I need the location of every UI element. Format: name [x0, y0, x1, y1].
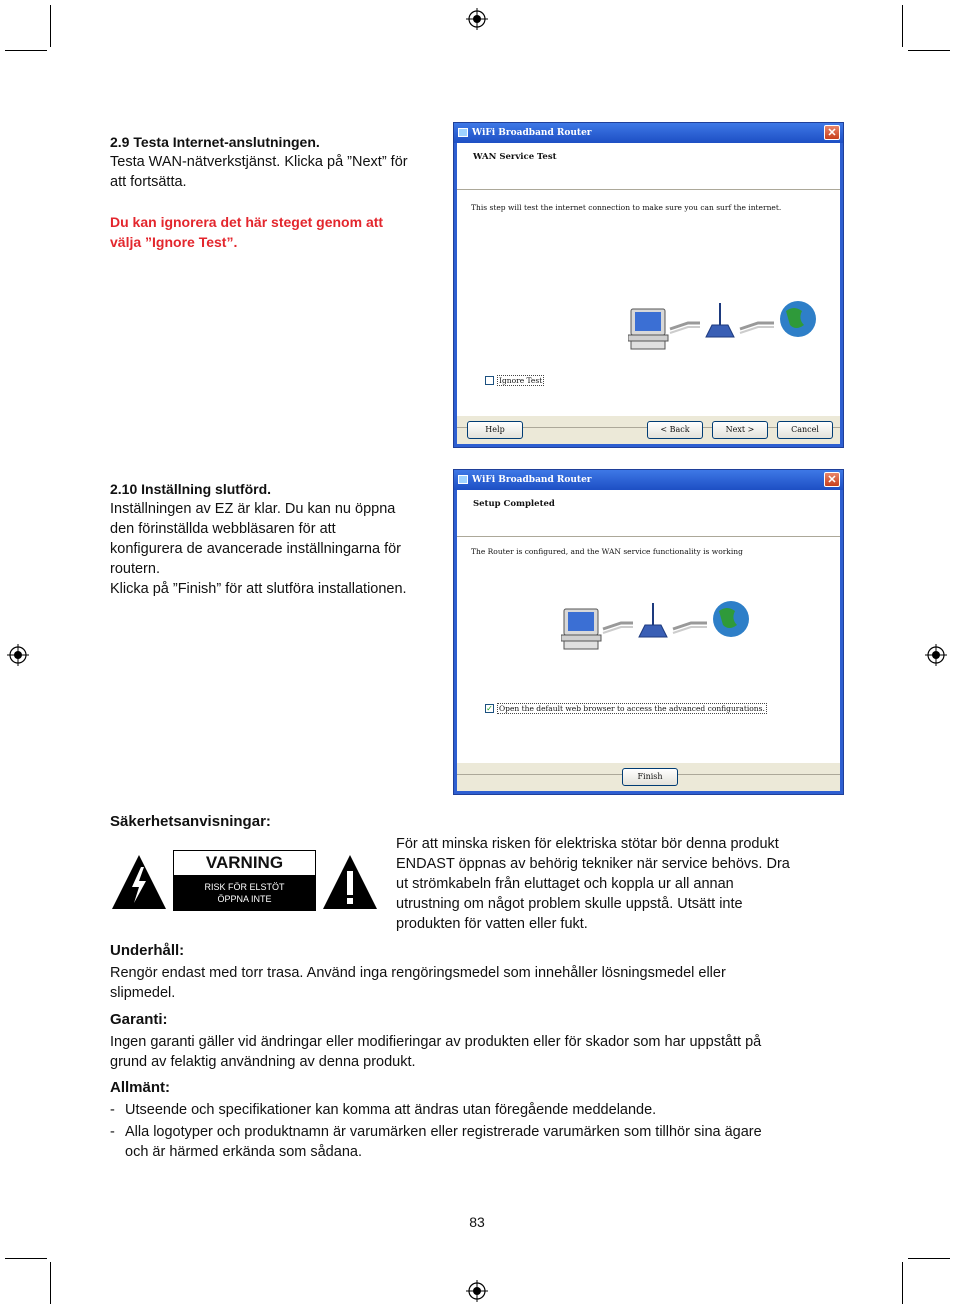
step-body-line: routern.	[110, 561, 160, 577]
step-body-line: att fortsätta.	[110, 174, 187, 190]
step-body-line: Klicka på ”Finish” för att slutföra installationen.	[110, 581, 407, 597]
checkbox-box[interactable]: ✓	[486, 704, 493, 713]
next-button[interactable]: Next >	[712, 421, 768, 439]
dialog-header-title: Setup Completed	[473, 499, 555, 509]
wan-service-test-dialog	[453, 122, 844, 448]
registration-mark-icon	[466, 8, 488, 30]
finish-button[interactable]: Finish	[622, 768, 678, 786]
list-item: - Utseende och specifikationer kan komma att ändras utan föregående meddelande.	[110, 1102, 657, 1118]
step-body-line: Testa WAN-nätverkstjänst. Klicka på ”Next” för	[110, 154, 408, 170]
maintenance-text: Rengör endast med torr trasa. Använd inga rengöringsmedel som innehåller lösningsmedel eller slipmedel.	[110, 965, 726, 1001]
help-button[interactable]: Help	[467, 421, 523, 439]
ignore-test-checkbox[interactable]	[485, 375, 544, 386]
back-button[interactable]: < Back	[647, 421, 703, 439]
checkbox-label: Open the default web browser to access the advanced configurations.	[499, 704, 765, 713]
dialog-header-title: WAN Service Test	[473, 152, 557, 162]
open-browser-checkbox[interactable]	[485, 703, 767, 714]
dialog-body	[457, 143, 840, 444]
warning-note: välja ”Ignore Test”.	[110, 234, 238, 250]
dialog-content	[457, 537, 840, 763]
crop-mark	[5, 50, 47, 51]
warranty-heading: Garanti:	[110, 1011, 168, 1028]
dialog-description: This step will test the internet connection to make sure you can surf the internet.	[471, 203, 782, 212]
exclamation-warning-icon	[321, 853, 379, 911]
list-item: - Alla logotyper och produktnamn är varumärken eller registrerade varumärken som tillhör sina ägare och är härmed erkända som sådana.	[110, 1124, 762, 1160]
safety-text: För att minska risken för elektriska stötar bör denna produkt ENDAST öppnas av behörig tekniker när service behövs. Dra ut strömkabeln från eluttaget och koppla ur all annan utrustning om något problem skulle uppstå. Utsätt inte produkten för vatten eller fukt.	[396, 836, 790, 932]
step-heading: 2.9 Testa Internet-anslutningen.	[110, 134, 320, 150]
dialog-titlebar	[454, 123, 843, 143]
dialog-body	[457, 490, 840, 791]
step-body-line: Inställningen av EZ är klar. Du kan nu öppna	[110, 501, 396, 517]
dialog-titlebar	[454, 470, 843, 490]
crop-mark	[908, 1258, 950, 1259]
warranty-text: Ingen garanti gäller vid ändringar eller modifieringar av produkten eller för skador som har uppstått på grund av felaktig användning av denna produkt.	[110, 1034, 762, 1070]
step-heading: 2.10 Inställning slutförd.	[110, 481, 272, 497]
window-icon	[458, 128, 468, 137]
varning-label	[173, 850, 316, 911]
close-icon[interactable]: ✕	[824, 472, 840, 487]
cancel-button[interactable]: Cancel	[777, 421, 833, 439]
varning-title: VARNING	[174, 851, 315, 875]
step-2-9-text	[110, 132, 450, 252]
general-heading: Allmänt:	[110, 1079, 170, 1096]
close-icon[interactable]: ✕	[824, 125, 840, 140]
crop-mark	[5, 1258, 47, 1259]
registration-mark-icon	[925, 644, 947, 666]
dialog-header	[457, 490, 840, 537]
network-diagram-icon	[561, 597, 756, 667]
dialog-header	[457, 143, 840, 190]
dialog-title: WiFi Broadband Router	[472, 475, 592, 485]
safety-heading: Säkerhetsanvisningar:	[110, 813, 271, 830]
crop-mark	[902, 1262, 903, 1304]
window-icon	[458, 475, 468, 484]
checkbox-box[interactable]	[485, 376, 494, 385]
network-diagram-icon	[628, 297, 823, 367]
checkbox-label: Ignore Test	[499, 376, 543, 385]
varning-subtitle: RISK FÖR ELSTÖT ÖPPNA INTE	[174, 875, 315, 910]
crop-mark	[908, 50, 950, 51]
crop-mark	[50, 5, 51, 47]
electric-shock-warning-icon	[110, 853, 168, 911]
dialog-description: The Router is configured, and the WAN service functionality is working	[471, 547, 743, 556]
warning-note: Du kan ignorera det här steget genom att	[110, 214, 384, 230]
step-2-10-text	[110, 479, 450, 599]
crop-mark	[50, 1262, 51, 1304]
setup-completed-dialog	[453, 469, 844, 795]
page-number: 83	[469, 1214, 485, 1230]
registration-mark-icon	[7, 644, 29, 666]
maintenance-heading: Underhåll:	[110, 942, 185, 959]
registration-mark-icon	[466, 1280, 488, 1302]
dialog-content	[457, 190, 840, 416]
step-body-line: konfigurera de avancerade inställningarna för	[110, 541, 401, 557]
crop-mark	[902, 5, 903, 47]
step-body-line: den förinställda webbläsaren för att	[110, 521, 336, 537]
dialog-title: WiFi Broadband Router	[472, 128, 592, 138]
